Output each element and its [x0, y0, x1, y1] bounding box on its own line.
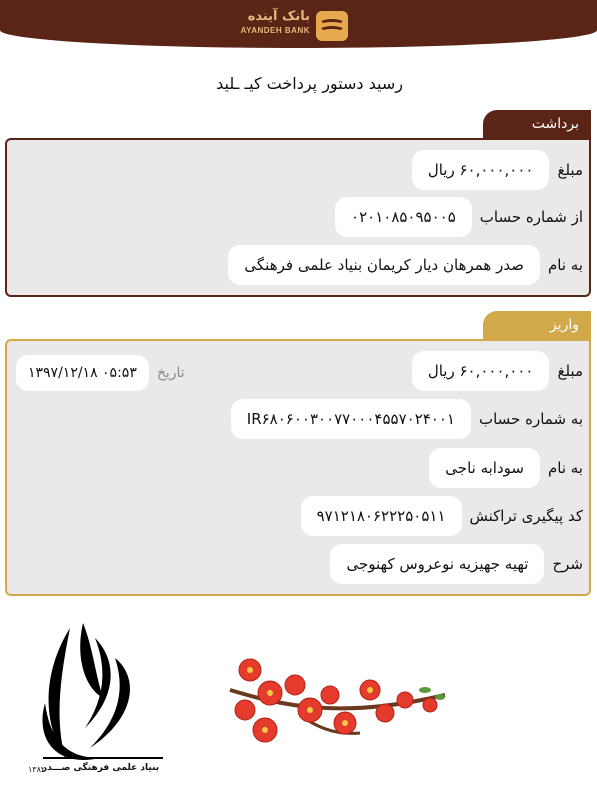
name-label: به نام: [547, 459, 583, 477]
amount-label: مبلغ: [557, 362, 583, 380]
tracking-row: [301, 496, 583, 536]
brand-name-en: AYANDEH BANK: [240, 26, 310, 35]
app-header: [0, 0, 597, 48]
withdrawal-panel: [5, 138, 591, 297]
brand-text: [241, 9, 310, 37]
from-account-value: ۰۲۰۱۰۸۵۰۹۵۰۰۵: [335, 197, 472, 237]
page-title: رسید دستور پرداخت کیـ ـلید: [216, 74, 403, 93]
from-account-row: [335, 197, 583, 237]
bank-brand: [240, 9, 350, 43]
amount-value: ۶۰,۰۰۰,۰۰۰ ریال: [412, 150, 550, 190]
bank-logo-icon: [316, 11, 348, 41]
withdrawal-name-row: [228, 245, 583, 285]
deposit-amount-row: [412, 351, 583, 391]
tracking-value: ۹۷۱۲۱۸۰۶۲۲۲۵۰۵۱۱: [301, 496, 462, 536]
deposit-tab: واریز: [483, 311, 591, 339]
flower-branch-image: [220, 645, 450, 765]
description-label: شرح: [552, 555, 583, 573]
deposit-panel: [5, 339, 591, 596]
name-label: به نام: [547, 256, 583, 274]
deposit-name-row: [429, 448, 583, 488]
description-value: تهیه جهیزیه نوعروس کهنوجی: [330, 544, 544, 584]
amount-label: مبلغ: [557, 161, 583, 179]
date-label: تاریخ: [156, 365, 185, 381]
to-account-label: به شماره حساب: [478, 410, 583, 428]
withdrawal-tab: برداشت: [483, 110, 591, 138]
date-value: ۱۳۹۷/۱۲/۱۸ ۰۵:۵۳: [16, 355, 149, 391]
seal-caption: بنیاد علمی فرهنگی صـــدر: [42, 763, 160, 773]
to-account-row: [231, 399, 583, 439]
withdrawal-amount-row: [412, 150, 583, 190]
name-value: صدر همرهان دیار کریمان بنیاد علمی فرهنگی: [228, 245, 540, 285]
name-value: سودابه ناجی: [429, 448, 540, 488]
from-account-label: از شماره حساب: [479, 208, 583, 226]
brand-name-fa: بانک آینده: [247, 9, 310, 24]
tracking-label: کد پیگیری تراکنش: [469, 507, 583, 525]
description-row: [330, 544, 583, 584]
to-account-value: IR۶۸۰۶۰۰۳۰۰۷۷۰۰۰۴۵۵۷۰۲۴۰۰۱: [231, 399, 471, 439]
amount-value: ۶۰,۰۰۰,۰۰۰ ریال: [412, 351, 550, 391]
seal-year: ۱۳۸۲: [28, 765, 46, 774]
date-field: [16, 355, 185, 391]
